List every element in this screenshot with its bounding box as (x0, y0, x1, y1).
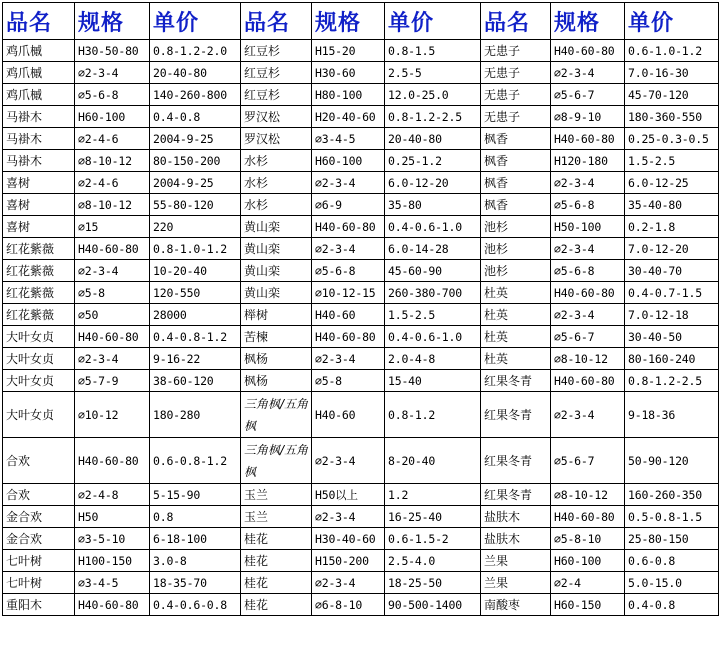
item-spec: ⌀8-10-12 (551, 348, 625, 370)
item-name: 无患子 (481, 40, 551, 62)
item-name: 三角枫/五角枫 (241, 392, 312, 438)
item-price: 0.5-0.8-1.5 (625, 506, 719, 528)
item-price: 0.4-0.6-0.8 (150, 594, 241, 616)
item-spec: H30-60 (312, 62, 385, 84)
item-price: 80-160-240 (625, 348, 719, 370)
item-spec: ⌀6-9 (312, 194, 385, 216)
item-name: 枫杨 (241, 348, 312, 370)
item-spec: H40-60-80 (551, 128, 625, 150)
item-price: 0.8-1.2-2.0 (150, 40, 241, 62)
table-row (3, 62, 719, 84)
item-price: 2.5-5 (385, 62, 481, 84)
item-spec: H80-100 (312, 84, 385, 106)
item-price: 18-25-50 (385, 572, 481, 594)
item-spec: H40-60-80 (312, 216, 385, 238)
item-price: 0.4-0.6-1.0 (385, 216, 481, 238)
table-row (3, 392, 719, 438)
item-price: 0.6-1.0-1.2 (625, 40, 719, 62)
item-spec: ⌀2-3-4 (312, 506, 385, 528)
item-price: 35-80 (385, 194, 481, 216)
item-spec: ⌀50 (75, 304, 150, 326)
item-name: 苦楝 (241, 326, 312, 348)
item-spec: ⌀8-10-12 (75, 150, 150, 172)
item-spec: ⌀10-12 (75, 392, 150, 438)
item-spec: H60-100 (312, 150, 385, 172)
item-spec: ⌀2-3-4 (75, 62, 150, 84)
item-price: 6.0-14-28 (385, 238, 481, 260)
item-name: 红花紫薇 (3, 304, 75, 326)
item-spec: ⌀2-3-4 (312, 438, 385, 484)
item-price: 180-360-550 (625, 106, 719, 128)
item-price: 120-550 (150, 282, 241, 304)
item-spec: H40-60-80 (75, 438, 150, 484)
item-spec: ⌀2-3-4 (312, 238, 385, 260)
item-spec: H40-60-80 (551, 282, 625, 304)
item-price: 5.0-15.0 (625, 572, 719, 594)
item-price: 90-500-1400 (385, 594, 481, 616)
item-name: 南酸枣 (481, 594, 551, 616)
item-price: 0.25-0.3-0.5 (625, 128, 719, 150)
item-price: 2004-9-25 (150, 128, 241, 150)
item-name: 罗汉松 (241, 128, 312, 150)
item-price: 50-90-120 (625, 438, 719, 484)
item-price: 6.0-12-25 (625, 172, 719, 194)
item-name: 喜树 (3, 172, 75, 194)
item-spec: H50-100 (551, 216, 625, 238)
table-row (3, 238, 719, 260)
item-name: 七叶树 (3, 572, 75, 594)
item-price: 35-40-80 (625, 194, 719, 216)
item-name: 红豆杉 (241, 84, 312, 106)
item-spec: ⌀8-10-12 (551, 484, 625, 506)
item-spec: H50 (75, 506, 150, 528)
table-row (3, 528, 719, 550)
item-price: 0.4-0.8-1.2 (150, 326, 241, 348)
item-name: 红豆杉 (241, 40, 312, 62)
header-spec: 规格 (312, 3, 385, 40)
item-spec: ⌀3-5-10 (75, 528, 150, 550)
item-price: 2.0-4-8 (385, 348, 481, 370)
item-price: 0.8-1.5 (385, 40, 481, 62)
item-spec: ⌀5-8 (75, 282, 150, 304)
item-name: 盐肤木 (481, 506, 551, 528)
table-row (3, 484, 719, 506)
item-price: 0.8-1.0-1.2 (150, 238, 241, 260)
item-name: 黄山栾 (241, 282, 312, 304)
item-spec: ⌀2-3-4 (312, 572, 385, 594)
item-price: 18-35-70 (150, 572, 241, 594)
item-price: 260-380-700 (385, 282, 481, 304)
item-price: 140-260-800 (150, 84, 241, 106)
item-price: 20-40-80 (150, 62, 241, 84)
item-spec: ⌀2-3-4 (551, 62, 625, 84)
item-price: 55-80-120 (150, 194, 241, 216)
item-spec: H30-40-60 (312, 528, 385, 550)
item-name: 桂花 (241, 550, 312, 572)
item-name: 无患子 (481, 84, 551, 106)
item-spec: ⌀2-4-6 (75, 172, 150, 194)
item-name: 喜树 (3, 194, 75, 216)
item-spec: ⌀3-4-5 (312, 128, 385, 150)
item-name: 水杉 (241, 172, 312, 194)
item-price: 0.6-1.5-2 (385, 528, 481, 550)
item-name: 合欢 (3, 438, 75, 484)
table-row (3, 594, 719, 616)
header-name: 品名 (481, 3, 551, 40)
table-row (3, 304, 719, 326)
header-name: 品名 (241, 3, 312, 40)
table-row (3, 438, 719, 484)
item-price: 7.0-12-18 (625, 304, 719, 326)
item-price: 5-15-90 (150, 484, 241, 506)
item-name: 喜树 (3, 216, 75, 238)
item-name: 七叶树 (3, 550, 75, 572)
item-name: 红花紫薇 (3, 260, 75, 282)
item-name: 红果冬青 (481, 438, 551, 484)
item-price: 7.0-16-30 (625, 62, 719, 84)
item-spec: ⌀2-3-4 (551, 392, 625, 438)
table-row (3, 172, 719, 194)
item-name: 红果冬青 (481, 484, 551, 506)
item-price: 25-80-150 (625, 528, 719, 550)
item-spec: ⌀2-3-4 (551, 238, 625, 260)
item-price: 220 (150, 216, 241, 238)
item-name: 重阳木 (3, 594, 75, 616)
item-spec: H40-60-80 (312, 326, 385, 348)
item-spec: H60-100 (75, 106, 150, 128)
item-price: 0.6-0.8-1.2 (150, 438, 241, 484)
item-name: 大叶女贞 (3, 348, 75, 370)
item-spec: H50以上 (312, 484, 385, 506)
item-price: 160-260-350 (625, 484, 719, 506)
header-name: 品名 (3, 3, 75, 40)
item-name: 杜英 (481, 304, 551, 326)
item-price: 6.0-12-20 (385, 172, 481, 194)
item-name: 红果冬青 (481, 392, 551, 438)
item-spec: ⌀10-12-15 (312, 282, 385, 304)
item-spec: H60-150 (551, 594, 625, 616)
item-price: 180-280 (150, 392, 241, 438)
item-name: 黄山栾 (241, 216, 312, 238)
item-price: 0.8 (150, 506, 241, 528)
table-row (3, 194, 719, 216)
item-name: 合欢 (3, 484, 75, 506)
item-name: 盐肤木 (481, 528, 551, 550)
item-price: 0.6-0.8 (625, 550, 719, 572)
table-row (3, 348, 719, 370)
item-name: 无患子 (481, 106, 551, 128)
item-name: 红花紫薇 (3, 238, 75, 260)
item-name: 桂花 (241, 572, 312, 594)
item-name: 鸡爪槭 (3, 62, 75, 84)
item-price: 1.5-2.5 (385, 304, 481, 326)
item-name: 红花紫薇 (3, 282, 75, 304)
item-spec: ⌀2-4 (551, 572, 625, 594)
item-price: 45-70-120 (625, 84, 719, 106)
item-name: 榉树 (241, 304, 312, 326)
item-name: 马褂木 (3, 106, 75, 128)
item-price: 0.4-0.8 (625, 594, 719, 616)
item-spec: H120-180 (551, 150, 625, 172)
item-spec: ⌀3-4-5 (75, 572, 150, 594)
item-price: 80-150-200 (150, 150, 241, 172)
item-name: 枫香 (481, 172, 551, 194)
item-price: 30-40-50 (625, 326, 719, 348)
item-price: 0.8-1.2 (385, 392, 481, 438)
table-row (3, 550, 719, 572)
item-spec: ⌀5-8 (312, 370, 385, 392)
item-spec: ⌀5-6-7 (551, 326, 625, 348)
item-spec: ⌀2-3-4 (312, 348, 385, 370)
item-price: 0.4-0.7-1.5 (625, 282, 719, 304)
table-row (3, 150, 719, 172)
item-price: 45-60-90 (385, 260, 481, 282)
item-name: 枫香 (481, 128, 551, 150)
item-name: 无患子 (481, 62, 551, 84)
header-price: 单价 (625, 3, 719, 40)
item-name: 三角枫/五角枫 (241, 438, 312, 484)
item-spec: H40-60 (312, 392, 385, 438)
item-price: 30-40-70 (625, 260, 719, 282)
item-price: 20-40-80 (385, 128, 481, 150)
item-name: 枫香 (481, 194, 551, 216)
item-name: 大叶女贞 (3, 326, 75, 348)
header-spec: 规格 (551, 3, 625, 40)
item-name: 杜英 (481, 326, 551, 348)
item-price: 8-20-40 (385, 438, 481, 484)
table-row (3, 106, 719, 128)
table-row (3, 40, 719, 62)
item-price: 16-25-40 (385, 506, 481, 528)
table-row (3, 282, 719, 304)
item-spec: ⌀6-8-10 (312, 594, 385, 616)
item-price: 15-40 (385, 370, 481, 392)
item-price: 38-60-120 (150, 370, 241, 392)
item-price: 0.8-1.2-2.5 (625, 370, 719, 392)
header-price: 单价 (150, 3, 241, 40)
item-name: 马褂木 (3, 150, 75, 172)
item-spec: ⌀2-3-4 (551, 304, 625, 326)
item-price: 9-16-22 (150, 348, 241, 370)
item-spec: ⌀5-6-8 (551, 260, 625, 282)
item-spec: ⌀5-6-8 (75, 84, 150, 106)
item-spec: H40-60-80 (551, 506, 625, 528)
item-price: 3.0-8 (150, 550, 241, 572)
item-spec: H40-60-80 (75, 326, 150, 348)
item-name: 杜英 (481, 282, 551, 304)
item-price: 2004-9-25 (150, 172, 241, 194)
item-price: 2.5-4.0 (385, 550, 481, 572)
item-name: 红豆杉 (241, 62, 312, 84)
header-row (3, 3, 719, 40)
item-spec: ⌀8-10-12 (75, 194, 150, 216)
item-name: 黄山栾 (241, 238, 312, 260)
item-name: 桂花 (241, 594, 312, 616)
price-table (2, 2, 719, 616)
item-name: 鸡爪槭 (3, 40, 75, 62)
item-name: 池杉 (481, 260, 551, 282)
table-row (3, 370, 719, 392)
item-price: 6-18-100 (150, 528, 241, 550)
item-spec: ⌀2-4-6 (75, 128, 150, 150)
item-spec: H40-60-80 (75, 238, 150, 260)
item-price: 9-18-36 (625, 392, 719, 438)
item-name: 枫杨 (241, 370, 312, 392)
item-price: 0.2-1.8 (625, 216, 719, 238)
item-name: 马褂木 (3, 128, 75, 150)
item-spec: ⌀5-8-10 (551, 528, 625, 550)
item-price: 0.4-0.6-1.0 (385, 326, 481, 348)
item-name: 池杉 (481, 238, 551, 260)
item-spec: H40-60-80 (551, 40, 625, 62)
item-price: 7.0-12-20 (625, 238, 719, 260)
item-price: 28000 (150, 304, 241, 326)
item-name: 金合欢 (3, 528, 75, 550)
item-spec: H150-200 (312, 550, 385, 572)
item-name: 黄山栾 (241, 260, 312, 282)
item-name: 水杉 (241, 150, 312, 172)
table-row (3, 216, 719, 238)
item-spec: ⌀2-3-4 (312, 172, 385, 194)
item-spec: H20-40-60 (312, 106, 385, 128)
item-name: 大叶女贞 (3, 392, 75, 438)
table-row (3, 506, 719, 528)
item-name: 兰果 (481, 572, 551, 594)
item-name: 红果冬青 (481, 370, 551, 392)
item-price: 10-20-40 (150, 260, 241, 282)
item-spec: ⌀2-3-4 (75, 260, 150, 282)
item-spec: ⌀5-6-8 (312, 260, 385, 282)
table-row (3, 572, 719, 594)
item-name: 鸡爪槭 (3, 84, 75, 106)
table-row (3, 84, 719, 106)
item-spec: ⌀8-9-10 (551, 106, 625, 128)
item-spec: ⌀5-6-8 (551, 194, 625, 216)
header-spec: 规格 (75, 3, 150, 40)
item-spec: ⌀15 (75, 216, 150, 238)
item-name: 金合欢 (3, 506, 75, 528)
item-spec: H40-60-80 (551, 370, 625, 392)
item-spec: H30-50-80 (75, 40, 150, 62)
table-row (3, 128, 719, 150)
item-spec: H40-60-80 (75, 594, 150, 616)
item-name: 桂花 (241, 528, 312, 550)
item-name: 罗汉松 (241, 106, 312, 128)
item-name: 池杉 (481, 216, 551, 238)
item-name: 玉兰 (241, 484, 312, 506)
item-spec: H15-20 (312, 40, 385, 62)
item-spec: ⌀5-6-7 (551, 84, 625, 106)
item-price: 1.2 (385, 484, 481, 506)
item-name: 水杉 (241, 194, 312, 216)
item-name: 大叶女贞 (3, 370, 75, 392)
item-spec: H40-60 (312, 304, 385, 326)
item-name: 杜英 (481, 348, 551, 370)
table-row (3, 326, 719, 348)
item-name: 玉兰 (241, 506, 312, 528)
item-spec: H60-100 (551, 550, 625, 572)
item-price: 1.5-2.5 (625, 150, 719, 172)
item-price: 0.4-0.8 (150, 106, 241, 128)
item-spec: ⌀2-3-4 (551, 172, 625, 194)
table-row (3, 260, 719, 282)
header-price: 单价 (385, 3, 481, 40)
item-name: 枫香 (481, 150, 551, 172)
item-spec: ⌀2-3-4 (75, 348, 150, 370)
item-spec: ⌀2-4-8 (75, 484, 150, 506)
item-spec: H100-150 (75, 550, 150, 572)
item-price: 0.8-1.2-2.5 (385, 106, 481, 128)
item-name: 兰果 (481, 550, 551, 572)
item-spec: ⌀5-6-7 (551, 438, 625, 484)
item-price: 12.0-25.0 (385, 84, 481, 106)
item-spec: ⌀5-7-9 (75, 370, 150, 392)
item-price: 0.25-1.2 (385, 150, 481, 172)
